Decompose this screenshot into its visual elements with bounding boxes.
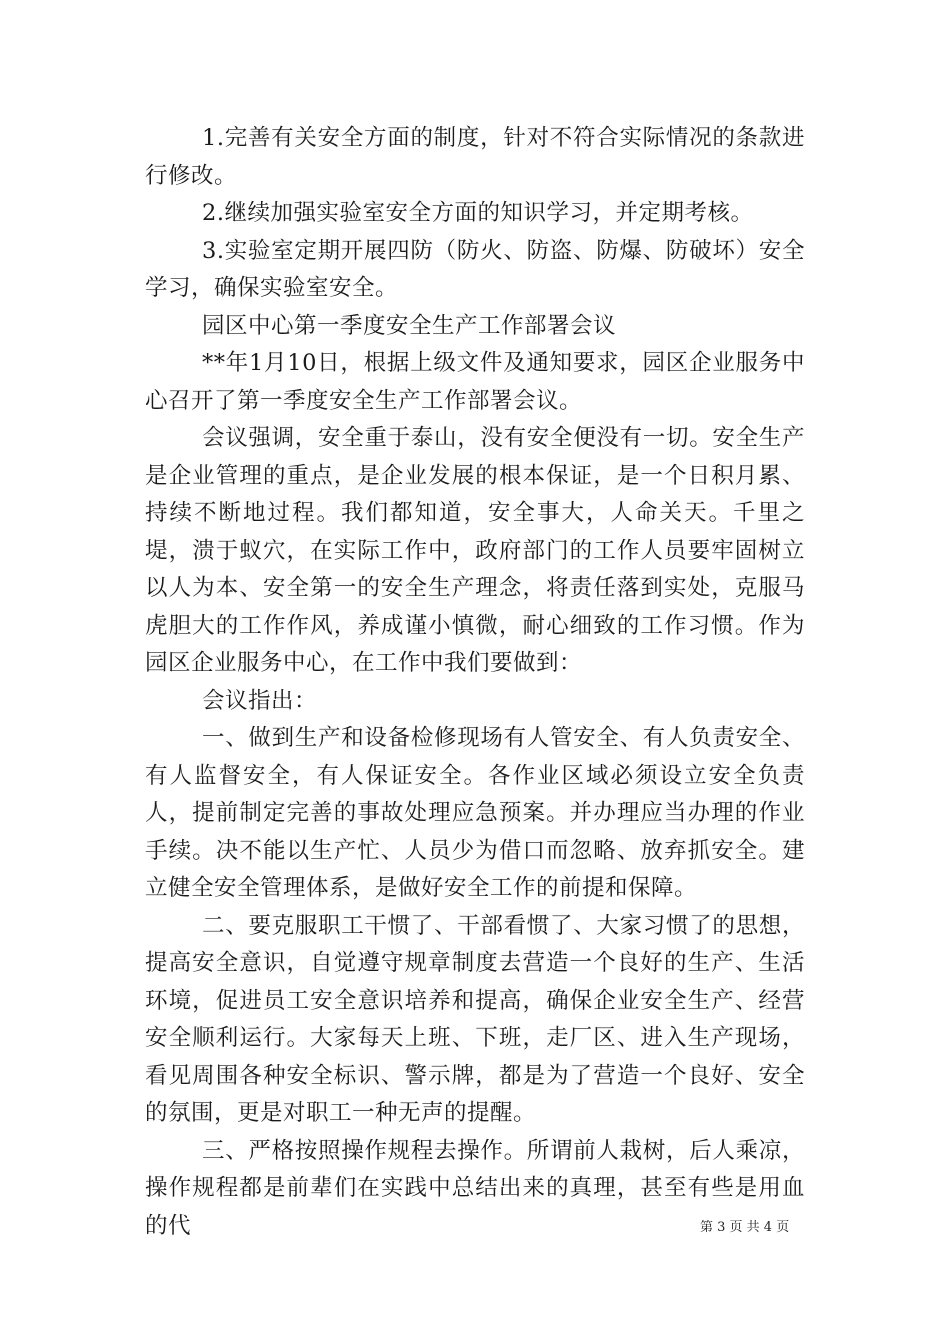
paragraph-meeting-emphasis: 会议强调，安全重于泰山，没有安全便没有一切。安全生产是企业管理的重点，是企业发展的根本保证，是一个日积月累、持续不断地过程。我们都知道，安全事大，人命关天。千里之堤，溃于蚁穴，在实际工作中，政府部门的工作人员要牢固树立以人为本、安全第一的安全生产理念，将责任落到实处，克服马虎胆大的工作作风，养成谨小慎微，耐心细致的工作习惯。作为园区企业服务中心，在工作中我们要做到： bbox=[145, 425, 805, 676]
paragraph-point-one: 一、做到生产和设备检修现场有人管安全、有人负责安全、有人监督安全，有人保证安全。各作业区域必须设立安全负责人，提前制定完善的事故处理应急预案。并办理应当办理的作业手续。决不能以生产忙、人员少为借口而忽略、放弃抓安全。建立健全安全管理体系，是做好安全工作的前提和保障。 bbox=[145, 725, 805, 901]
page-number: 第 3 页 共 4 页 bbox=[700, 1220, 790, 1235]
paragraph-point-three: 三、严格按照操作规程去操作。所谓前人栽树，后人乘凉，操作规程都是前辈们在实践中总结出来的真理，甚至有些是用血的代 bbox=[145, 1137, 805, 1239]
paragraph-item-3: 3.实验室定期开展四防（防火、防盗、防爆、防破坏）安全学习，确保实验室安全。 bbox=[145, 237, 805, 301]
paragraph-meeting-date: **年1月10日，根据上级文件及通知要求，园区企业服务中心召开了第一季度安全生产工作部署会议。 bbox=[145, 350, 805, 414]
paragraph-item-1: 1.完善有关安全方面的制度，针对不符合实际情况的条款进行修改。 bbox=[145, 125, 805, 189]
paragraph-meeting-points-intro: 会议指出： bbox=[202, 687, 318, 714]
paragraph-item-2: 2.继续加强实验室安全方面的知识学习，并定期考核。 bbox=[202, 200, 754, 226]
section-heading: 园区中心第一季度安全生产工作部署会议 bbox=[202, 312, 617, 339]
paragraph-point-two: 二、要克服职工干惯了、干部看惯了、大家习惯了的思想，提高安全意识，自觉遵守规章制度去营造一个良好的生产、生活环境，促进员工安全意识培养和提高，确保企业安全生产、经营安全顺利运行。大家每天上班、下班，走厂区、进入生产现场，看见周围各种安全标识、警示牌，都是为了营造一个良好、安全的氛围，更是对职工一种无声的提醒。 bbox=[145, 912, 805, 1126]
document-body bbox=[145, 120, 805, 1245]
